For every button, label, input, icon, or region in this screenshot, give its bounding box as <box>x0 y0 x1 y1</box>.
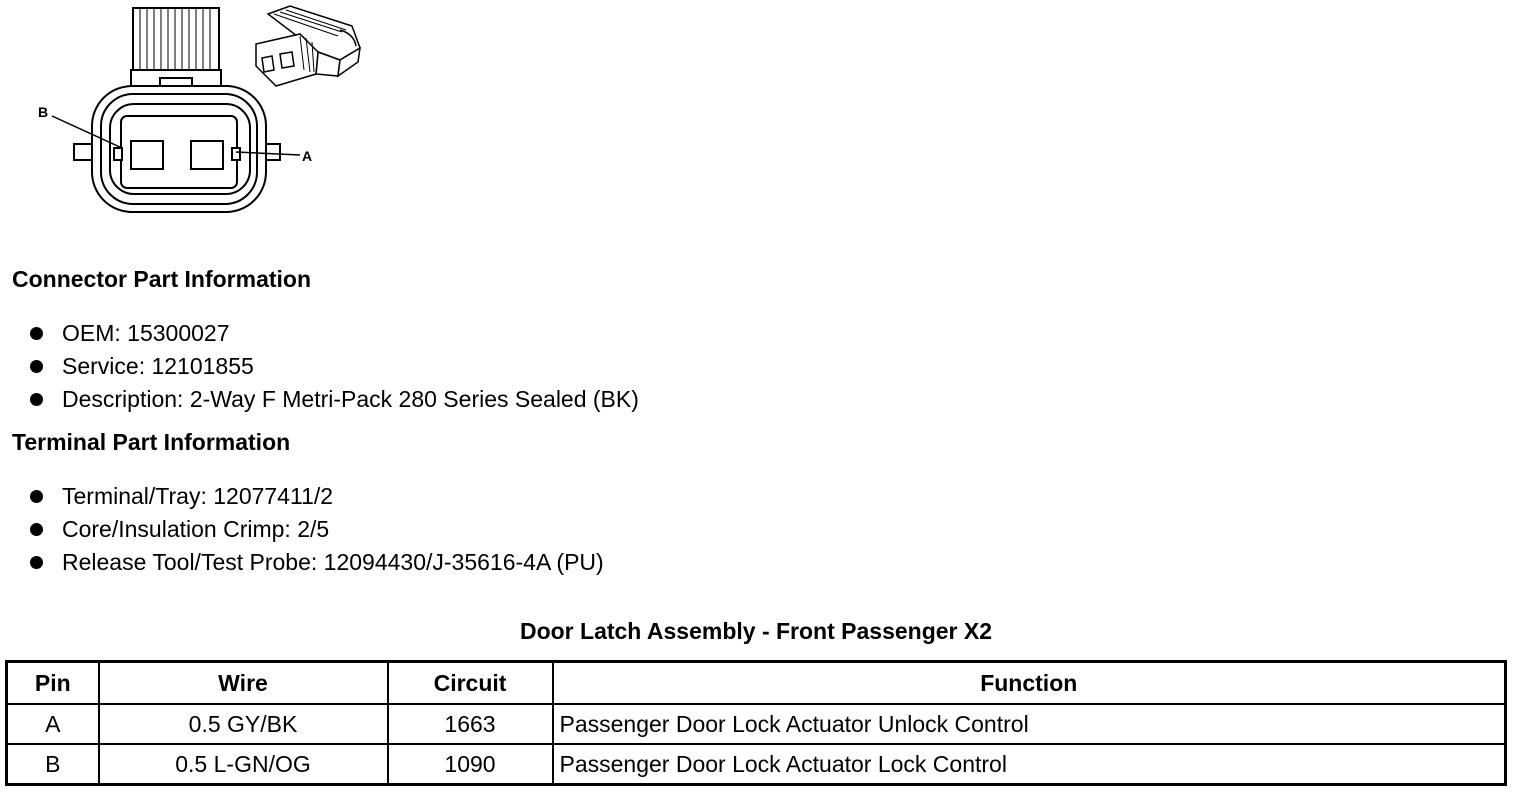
connector-info-heading: Connector Part Information <box>12 266 312 292</box>
release-tool-text: Release Tool/Test Probe: 12094430/J-35616-4A (PU) <box>62 549 604 575</box>
list-item <box>28 350 639 383</box>
list-item <box>28 480 604 513</box>
terminal-tray-text: Terminal/Tray: 12077411/2 <box>62 483 334 509</box>
connector-face-drawing <box>0 0 380 230</box>
list-item <box>28 513 604 546</box>
table-title: Door Latch Assembly - Front Passenger X2 <box>519 618 993 644</box>
bullet-icon <box>30 327 43 340</box>
cell-circuit: 1663 <box>388 704 553 744</box>
cell-wire: 0.5 GY/BK <box>99 704 388 744</box>
list-item <box>28 383 639 416</box>
pin-table <box>5 660 1507 786</box>
header-pin: Pin <box>7 662 99 705</box>
connector-info-list <box>28 317 639 416</box>
description-text: Description: 2-Way F Metri-Pack 280 Series Sealed (BK) <box>62 386 639 412</box>
crimp-text: Core/Insulation Crimp: 2/5 <box>62 516 330 542</box>
cell-pin: B <box>7 744 99 785</box>
bullet-icon <box>30 556 43 569</box>
cell-pin: A <box>7 704 99 744</box>
header-wire: Wire <box>99 662 388 705</box>
connector-figure <box>0 0 380 230</box>
table-header-row <box>7 662 1506 705</box>
table-row <box>7 704 1506 744</box>
list-item <box>28 317 639 350</box>
cell-wire: 0.5 L-GN/OG <box>99 744 388 785</box>
terminal-info-heading: Terminal Part Information <box>12 429 291 455</box>
terminal-info-list <box>28 480 604 579</box>
header-circuit: Circuit <box>388 662 553 705</box>
table-row <box>7 744 1506 785</box>
service-text: Service: 12101855 <box>62 353 254 379</box>
bullet-icon <box>30 490 43 503</box>
list-item <box>28 546 604 579</box>
oem-text: OEM: 15300027 <box>62 320 230 346</box>
connector-isometric-view <box>256 6 360 86</box>
pin-b-label: B <box>38 104 49 120</box>
cell-function: Passenger Door Lock Actuator Lock Control <box>553 744 1506 785</box>
cell-circuit: 1090 <box>388 744 553 785</box>
cell-function: Passenger Door Lock Actuator Unlock Control <box>553 704 1506 744</box>
bullet-icon <box>30 360 43 373</box>
bullet-icon <box>30 523 43 536</box>
bullet-icon <box>30 393 43 406</box>
pin-a-label: A <box>302 148 313 164</box>
header-function: Function <box>553 662 1506 705</box>
